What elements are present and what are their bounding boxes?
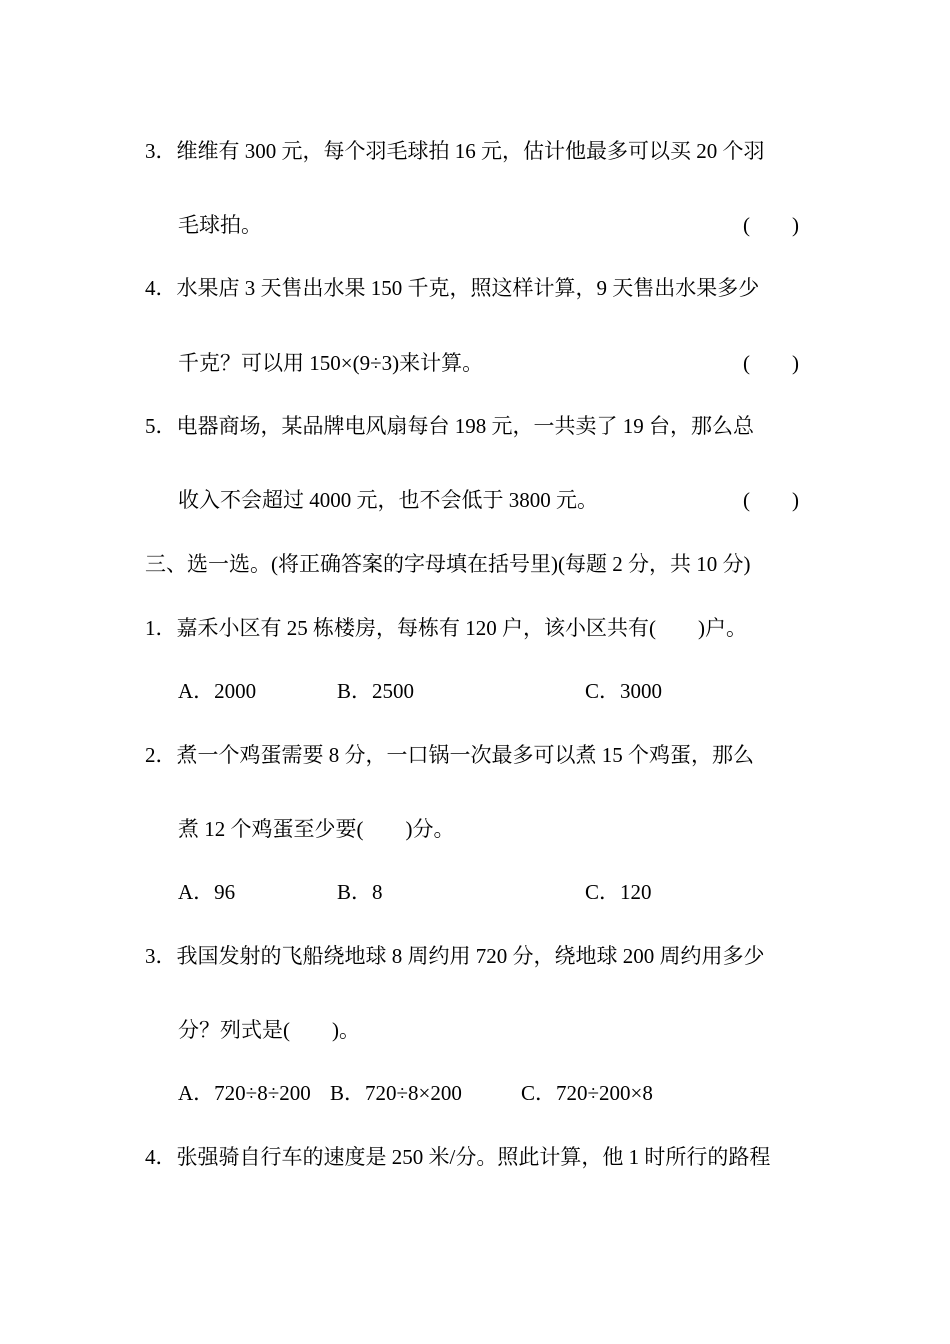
judge-item-4-line2: 千克？可以用 150×(9÷3)来计算。 bbox=[178, 351, 484, 375]
choice-q1-option-b[interactable]: B．2500 bbox=[337, 679, 415, 703]
judge-item-3-line1: 3．维维有 300 元，每个羽毛球拍 16 元，估计他最多可以买 20 个羽 bbox=[145, 139, 765, 163]
choice-q1-option-a[interactable]: A．2000 bbox=[178, 679, 257, 703]
choice-q3-option-c[interactable]: C．720÷200×8 bbox=[521, 1081, 653, 1105]
choice-q3-option-b[interactable]: B．720÷8×200 bbox=[330, 1081, 462, 1105]
choice-q4-line1: 4．张强骑自行车的速度是 250 米/分。照此计算，他 1 时所行的路程 bbox=[145, 1145, 771, 1169]
choice-q1-text: 1．嘉禾小区有 25 栋楼房，每栋有 120 户，该小区共有( )户。 bbox=[145, 616, 747, 640]
judge-item-4-line1: 4．水果店 3 天售出水果 150 千克，照这样计算，9 天售出水果多少 bbox=[145, 276, 760, 300]
section-three-heading: 三、选一选。(将正确答案的字母填在括号里)(每题 2 分，共 10 分) bbox=[145, 552, 751, 576]
judge-item-3-answer-paren[interactable]: ( ) bbox=[743, 213, 799, 237]
judge-item-5-line2: 收入不会超过 4000 元，也不会低于 3800 元。 bbox=[178, 488, 598, 512]
choice-q2-line2: 煮 12 个鸡蛋至少要( )分。 bbox=[178, 817, 455, 841]
judge-item-5-answer-paren[interactable]: ( ) bbox=[743, 488, 799, 512]
choice-q2-line1: 2．煮一个鸡蛋需要 8 分，一口锅一次最多可以煮 15 个鸡蛋，那么 bbox=[145, 743, 754, 767]
judge-item-4-answer-paren[interactable]: ( ) bbox=[743, 351, 799, 375]
judge-item-5-line1: 5．电器商场，某品牌电风扇每台 198 元，一共卖了 19 台，那么总 bbox=[145, 414, 754, 438]
choice-q3-line1: 3．我国发射的飞船绕地球 8 周约用 720 分，绕地球 200 周约用多少 bbox=[145, 944, 765, 968]
choice-q1-option-c[interactable]: C．3000 bbox=[585, 679, 663, 703]
choice-q2-option-b[interactable]: B．8 bbox=[337, 880, 383, 904]
judge-item-3-line2: 毛球拍。 bbox=[178, 213, 262, 237]
choice-q3-line2: 分？列式是( )。 bbox=[178, 1018, 360, 1042]
choice-q2-option-c[interactable]: C．120 bbox=[585, 880, 652, 904]
choice-q2-option-a[interactable]: A．96 bbox=[178, 880, 236, 904]
choice-q3-option-a[interactable]: A．720÷8÷200 bbox=[178, 1081, 311, 1105]
